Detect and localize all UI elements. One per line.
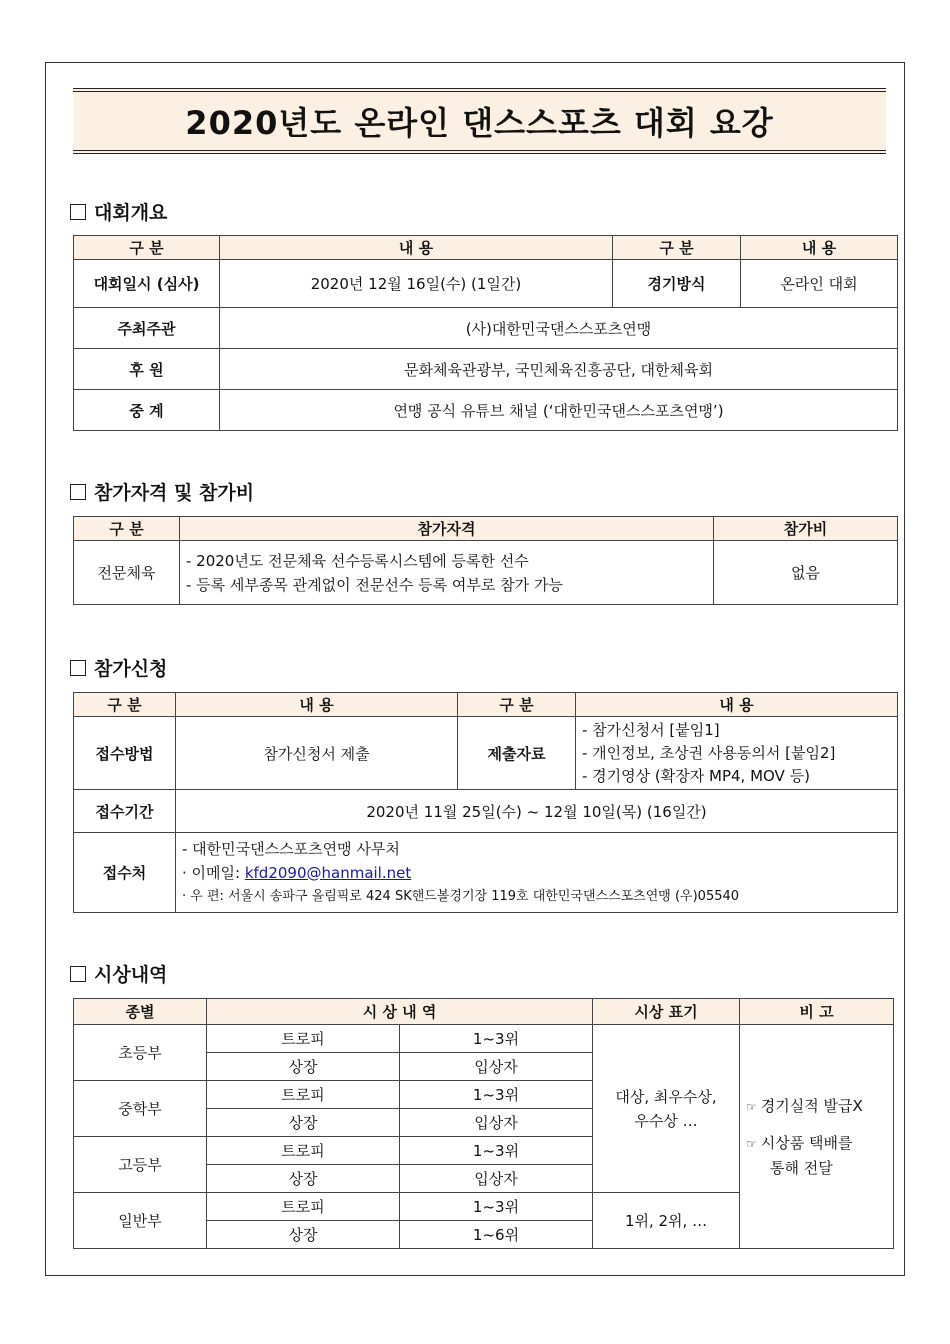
header-cell: 참가자격 [180, 517, 714, 541]
header-cell: 참가비 [714, 517, 898, 541]
eligibility-line: - 등록 세부종목 관계없이 전문선수 등록 여부로 참가 가능 [186, 575, 563, 594]
header-cell: 내 용 [220, 236, 613, 260]
header-cell: 구 분 [458, 693, 576, 717]
section-overview-heading: 대회개요 [70, 198, 167, 225]
award-rank: 1~3위 [400, 1137, 593, 1165]
award-rank: 입상자 [400, 1109, 593, 1137]
awards-table [73, 998, 894, 1249]
award-label-general: 1위, 2위, … [593, 1193, 740, 1249]
host-label: 주최주관 [74, 308, 220, 349]
group-name: 중학부 [74, 1081, 207, 1137]
header-cell: 내 용 [576, 693, 898, 717]
application-table [73, 692, 898, 913]
group-name: 일반부 [74, 1193, 207, 1249]
award-rank: 1~3위 [400, 1193, 593, 1221]
eligibility-table [73, 516, 898, 605]
sponsor-label: 후 원 [74, 349, 220, 390]
award-label-school: 대상, 최우수상, 우수상 … [593, 1025, 740, 1193]
place-email-line: · 이메일: kfd2090@hanmail.net [182, 863, 412, 882]
eligibility-category: 전문체육 [74, 541, 180, 605]
sponsor-value: 문화체육관광부, 국민체육진흥공단, 대한체육회 [220, 349, 898, 390]
broadcast-value: 연맹 공식 유튜브 채널 (‘대한민국댄스스포츠연맹’) [220, 390, 898, 431]
award-item: 트로피 [207, 1081, 400, 1109]
docs-list [576, 717, 898, 790]
title-banner [73, 88, 886, 154]
checkbox-square-icon [70, 660, 86, 676]
checkbox-square-icon [70, 484, 86, 500]
method-value: 참가신청서 제출 [176, 717, 458, 790]
eligibility-conditions [180, 541, 714, 605]
checkbox-square-icon [70, 204, 86, 220]
place-details [176, 833, 898, 913]
eligibility-fee: 없음 [714, 541, 898, 605]
group-name: 초등부 [74, 1025, 207, 1081]
broadcast-label: 중 계 [74, 390, 220, 431]
method-label: 접수방법 [74, 717, 176, 790]
method-label: 경기방식 [613, 260, 741, 308]
award-item: 트로피 [207, 1025, 400, 1053]
pointing-hand-icon: ☞ [746, 1136, 757, 1151]
page-title: 2020년도 온라인 댄스스포츠 대회 요강 [185, 104, 774, 142]
header-cell: 구 분 [74, 693, 176, 717]
date-label: 대회일시 (심사) [74, 260, 220, 308]
award-item: 트로피 [207, 1193, 400, 1221]
docs-item: - 경기영상 (확장자 MP4, MOV 등) [582, 766, 810, 785]
pointing-hand-icon: ☞ [746, 1099, 757, 1114]
award-rank: 1~6위 [400, 1221, 593, 1249]
period-value: 2020년 11월 25일(수) ~ 12월 10일(목) (16일간) [176, 790, 898, 833]
header-cell: 시 상 내 역 [207, 999, 593, 1025]
header-cell: 구 분 [613, 236, 741, 260]
award-rank: 1~3위 [400, 1081, 593, 1109]
award-rank: 입상자 [400, 1165, 593, 1193]
method-value: 온라인 대회 [741, 260, 898, 308]
overview-table [73, 235, 898, 431]
docs-item: - 개인정보, 초상권 사용동의서 [붙임2] [582, 743, 836, 762]
period-label: 접수기간 [74, 790, 176, 833]
header-cell: 비 고 [740, 999, 894, 1025]
header-cell: 구 분 [74, 517, 180, 541]
docs-label: 제출자료 [458, 717, 576, 790]
award-rank: 1~3위 [400, 1025, 593, 1053]
header-cell: 내 용 [176, 693, 458, 717]
group-name: 고등부 [74, 1137, 207, 1193]
docs-item: - 참가신청서 [붙임1] [582, 720, 720, 739]
award-rank: 입상자 [400, 1053, 593, 1081]
award-item: 트로피 [207, 1137, 400, 1165]
place-post-line: · 우 편: 서울시 송파구 올림픽로 424 SK핸드볼경기장 119호 대한민국댄스스포츠연맹 (우)05540 [182, 888, 740, 904]
award-item: 상장 [207, 1165, 400, 1193]
award-item: 상장 [207, 1053, 400, 1081]
awards-notes: ☞ 경기실적 발급X ☞ 시상품 택배를 통해 전달 [740, 1025, 894, 1249]
section-eligibility-heading: 참가자격 및 참가비 [70, 478, 254, 505]
header-cell: 내 용 [741, 236, 898, 260]
date-value: 2020년 12월 16일(수) (1일간) [220, 260, 613, 308]
email-link[interactable]: kfd2090@hanmail.net [244, 863, 412, 882]
header-cell: 종별 [74, 999, 207, 1025]
award-item: 상장 [207, 1221, 400, 1249]
host-value: (사)대한민국댄스스포츠연맹 [220, 308, 898, 349]
eligibility-line: - 2020년도 전문체육 선수등록시스템에 등록한 선수 [186, 551, 529, 570]
section-awards-heading: 시상내역 [70, 960, 167, 987]
section-application-heading: 참가신청 [70, 654, 167, 681]
award-item: 상장 [207, 1109, 400, 1137]
header-cell: 구 분 [74, 236, 220, 260]
checkbox-square-icon [70, 966, 86, 982]
place-label: 접수처 [74, 833, 176, 913]
place-line: - 대한민국댄스스포츠연맹 사무처 [182, 839, 400, 858]
header-cell: 시상 표기 [593, 999, 740, 1025]
